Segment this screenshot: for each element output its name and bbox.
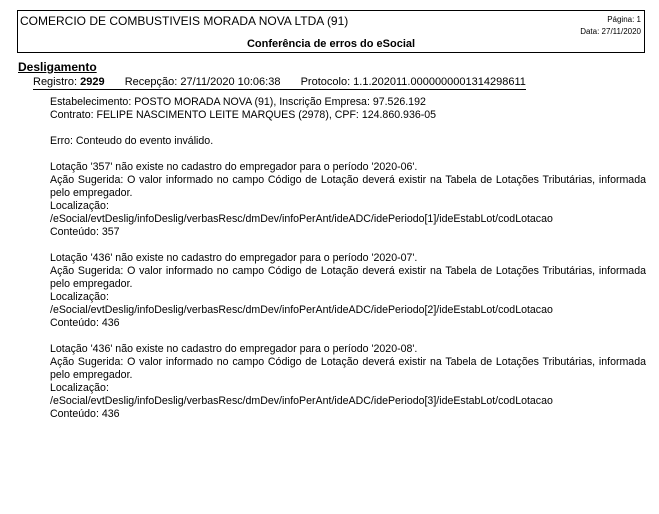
error-block (50, 252, 646, 330)
error-message: Lotação '357' não existe no cadastro do empregador para o período '2020-06'. (50, 161, 418, 173)
location-path: /eSocial/evtDeslig/infoDeslig/verbasResc/dmDev/infoPerAnt/ideADC/idePeriodo[2]/ideEstabLot/codLotacao (50, 304, 553, 316)
location-label: Localização: (50, 382, 109, 394)
error-content: Conteúdo: 357 (50, 226, 120, 238)
page-number: Página: 1 (607, 15, 641, 24)
location-label: Localização: (50, 291, 109, 303)
registro-value: 2929 (80, 76, 105, 88)
recepcao: Recepção: 27/11/2020 10:06:38 (124, 76, 281, 88)
error-block (50, 343, 646, 421)
estabelecimento: Estabelecimento: POSTO MORADA NOVA (91), Inscrição Empresa: 97.526.192 (50, 96, 426, 108)
location-path: /eSocial/evtDeslig/infoDeslig/verbasResc/dmDev/infoPerAnt/ideADC/idePeriodo[3]/ideEstabLot/codLotacao (50, 395, 553, 407)
error-content: Conteúdo: 436 (50, 317, 120, 329)
report-header (17, 10, 645, 53)
error-action: Ação Sugerida: O valor informado no campo Código de Lotação deverá existir na Tabela de Lotações Tributárias, informada pelo empregador. (50, 174, 646, 199)
company-name: COMERCIO DE COMBUSTIVEIS MORADA NOVA LTDA (91) (20, 14, 349, 28)
protocolo: Protocolo: 1.1.202011.0000000001314298611 (300, 76, 526, 88)
location-label: Localização: (50, 200, 109, 212)
registro-label: Registro: (33, 76, 78, 88)
page-info (580, 14, 641, 38)
report-date: Data: 27/11/2020 (580, 27, 641, 36)
location-path: /eSocial/evtDeslig/infoDeslig/verbasResc/dmDev/infoPerAnt/ideADC/idePeriodo[1]/ideEstabLot/codLotacao (50, 213, 553, 225)
report-title: Conferência de erros do eSocial (246, 38, 416, 50)
erro: Erro: Conteudo do evento inválido. (50, 135, 214, 147)
error-content: Conteúdo: 436 (50, 408, 120, 420)
error-action: Ação Sugerida: O valor informado no campo Código de Lotação deverá existir na Tabela de Lotações Tributárias, informada pelo empregador. (50, 265, 646, 290)
contrato: Contrato: FELIPE NASCIMENTO LEITE MARQUES (2978), CPF: 124.860.936-05 (50, 109, 437, 121)
error-action: Ação Sugerida: O valor informado no campo Código de Lotação deverá existir na Tabela de Lotações Tributárias, informada pelo empregador. (50, 356, 646, 381)
error-message: Lotação '436' não existe no cadastro do empregador para o período '2020-08'. (50, 343, 418, 355)
record-line (33, 76, 526, 90)
report-content (50, 96, 646, 434)
error-message: Lotação '436' não existe no cadastro do empregador para o período '2020-07'. (50, 252, 418, 264)
error-block (50, 161, 646, 239)
section-title: Desligamento (18, 60, 97, 74)
